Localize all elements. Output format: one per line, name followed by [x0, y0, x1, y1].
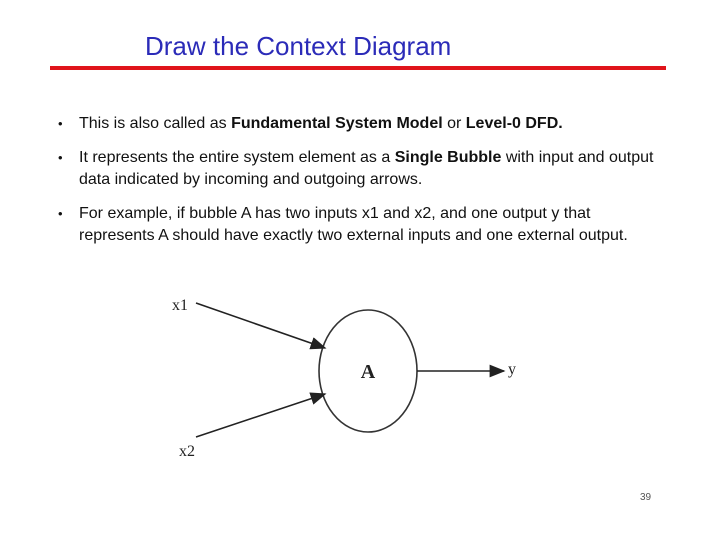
bullet-text: This is also called as: [79, 115, 232, 132]
bullet-item: [58, 147, 658, 191]
context-diagram: [160, 285, 540, 470]
input-arrow-x2: [196, 394, 325, 437]
bullet-text: For example, if bubble A has two inputs x1 and x2, and one output y that represents A should have exactly two external inputs and one external output.: [79, 205, 628, 244]
bullet-text: with input and output data indicated by incoming and outgoing arrows.: [79, 149, 654, 188]
bullet-bold-text: Fundamental System Model: [231, 115, 443, 132]
bullet-item: [58, 113, 658, 135]
slide-title: Draw the Context Diagram: [145, 31, 452, 61]
bubble-label: A: [360, 361, 376, 383]
bullet-text: It represents the entire system element as a: [79, 149, 395, 166]
bullet-list: [58, 113, 658, 259]
context-diagram-svg: [160, 285, 540, 470]
bullet-dot-icon: •: [58, 206, 63, 221]
bullet-bold-text: Level-0 DFD.: [465, 115, 563, 132]
bullet-bold-text: Single Bubble: [394, 149, 502, 166]
input-label-x1: x1: [172, 297, 188, 314]
bullet-item: [58, 203, 658, 247]
bullet-text: or: [442, 115, 466, 132]
page-number: 39: [640, 492, 652, 503]
title-underline: [50, 66, 666, 70]
input-label-x2: x2: [179, 443, 195, 460]
input-arrow-x1: [196, 303, 325, 348]
bullet-dot-icon: •: [58, 116, 63, 131]
bullet-dot-icon: •: [58, 150, 63, 165]
output-label-y: y: [508, 361, 516, 378]
